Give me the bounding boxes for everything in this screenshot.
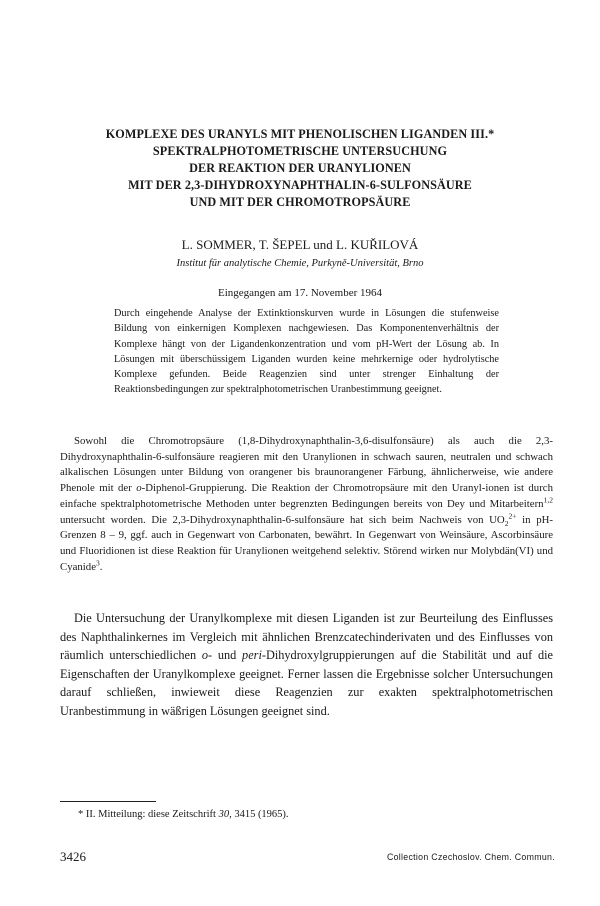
reference-mark: 3 [95,558,100,568]
text-run: in pH-Grenzen 8 – 9, ggf. auch in Gegenwart von Carbonaten, bewährt. In Gegenwart von Weinsäure, Ascorbinsäure und Fluoridionen ist diese Reaktion für Uranylionen weitgehend selektiv. Störend wirken nur Molybdän(VI) und Cyanide [60,513,553,573]
text-run: -Diphenol-Gruppierung. Die Reaktion der Chromotropsäure mit den Uranyl-ionen ist durch einfache spektralphotometrische Methoden unter begrenzten Bedingungen bereits von Dey und Mitarbeitern [60,482,553,510]
received-date: Eingegangen am 17. November 1964 [217,287,383,299]
introduction-paragraph-2 [60,609,553,721]
title-line: DER REAKTION DER URANYLIONEN [189,161,411,175]
volume-number: 30, [218,809,232,820]
title-line: KOMPLEXE DES URANYLS MIT PHENOLISCHEN LIGANDEN III.* [105,127,495,141]
introduction-paragraph-1 [60,434,553,575]
italic-run: peri [242,648,262,663]
text-run: untersucht worden. Die 2,3-Dihydroxynaphthalin-6-sulfonsäure hat sich beim Nachweis von UO [60,513,505,526]
article-title [60,126,540,211]
italic-run: o [136,482,142,495]
text-run: * II. Mitteilung: diese Zeitschrift [78,809,219,820]
text-run: -Dihydroxylgruppierungen auf die Stabilität und auf die Eigenschaften der Uranylkomplexe geeignet. Ferner lassen die Ergebnisse solcher Untersuchungen darauf schließen, inwieweit diese Reagenzien zur exakten spektralphotometrischen Uranbestimmung in wäßrigen Lösungen geeignet sind. [60,648,553,718]
text-run: Sowohl die Chromotropsäure (1,8-Dihydroxynaphthalin-3,6-disulfonsäure) als auch die 2,3-Dihydroxynaphthalin-6-sulfonsäure reagieren mit den Uranylionen in schwach sauren, neutralen und schwach alkalischen Lösungen unter Bildung von orangener bis braunorangener Färbung, ähnlicherweise, wie andere Phenole mit der [60,435,553,495]
page-number: 3426 [60,849,86,864]
text-run: - und [208,648,243,663]
title-line: UND MIT DER CHROMOTROPSÄURE [189,195,411,209]
text-run: . [99,560,103,573]
abstract: Durch eingehende Analyse der Extinktionskurven wurde in Lösungen die stufenweise Bildung von einkernigen Komplexen nachgewiesen. Das Komponentenverhältnis der Komplexe hängt von der Ligandenkonzentration und vom pH-Wert der Lösung ab. In Lösungen mit überschüssigem Liganden wurden keine mehrkernige oder hydrolytische Komplexe gefunden. Beide Reagenzien sind unter strenger Einhaltung der Reaktionsbedingungen zur spektralphotometrischen Uranbestimmung geeignet. [114,308,499,396]
footnote [78,809,289,820]
text-run: 3415 (1965). [231,809,289,820]
reference-mark: 1,2 [543,495,553,505]
title-line: MIT DER 2,3-DIHYDROXYNAPHTHALIN-6-SULFONSÄURE [128,178,472,192]
journal-name: Collection Czechoslov. Chem. Commun. [386,852,555,862]
footnote-rule [60,801,156,802]
authors: L. SOMMER, T. ŠEPEL und L. KUŘILOVÁ [181,237,419,252]
superscript: 2+ [508,510,517,520]
institute: Institut für analytische Chemie, Purkyně-Universität, Brno [176,258,424,269]
text-run: Die Untersuchung der Uranylkomplexe mit diesen Liganden ist zur Beurteilung des Einflusses des Naphthalinkernes im Vergleich mit ähnlichen Brenzcatechinderivaten und des Einflusses von räumlich unterschiedlichen [60,611,553,663]
italic-run: o [201,648,209,663]
subscript: 2 [504,518,509,528]
title-line: SPEKTRALPHOTOMETRISCHE UNTERSUCHUNG [152,144,448,158]
